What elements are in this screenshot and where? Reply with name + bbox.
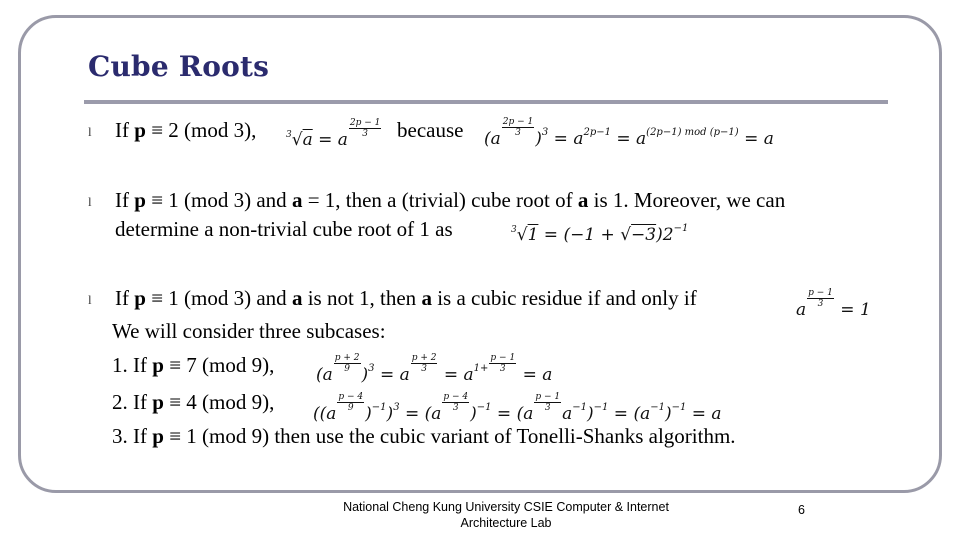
b1-equation-1: $^3$√a = a $\frac{2p - 1}{3}$ — [286, 118, 381, 150]
b2-pre: If — [115, 188, 135, 212]
b2-a: a — [291, 188, 303, 212]
bullet-1-text — [115, 118, 256, 142]
page-number: 6 — [798, 503, 805, 517]
b3-pre: If — [115, 286, 135, 310]
bullet-marker-1: l — [88, 124, 92, 139]
c1-post: ≡ 7 (mod 9), — [163, 353, 275, 377]
b1-p: p — [134, 118, 146, 142]
b3-mid: ≡ 1 (mod 3) and — [145, 286, 292, 310]
b3-case-1 — [112, 353, 274, 377]
c3-post: ≡ 1 (mod 9) then use the cubic variant of Tonelli-Shanks algorithm. — [163, 424, 736, 448]
title-rule — [84, 100, 888, 104]
b3-subcases-intro: We will consider three subcases: — [112, 319, 386, 343]
c1-equation: (a $\frac{p + 2}{9}$ )$^3$ = a $\frac{p + 2}{3}$ = $a^{1+}$ $\frac{p - 1}{3}$ = a — [316, 353, 553, 385]
b2-mid: ≡ 1 (mod 3) and — [145, 188, 292, 212]
footer-text — [318, 499, 694, 531]
b1-because: because — [397, 118, 464, 142]
b1-post: ≡ 2 (mod 3), — [145, 118, 257, 142]
c2-pre: 2. If — [112, 390, 153, 414]
b3-a2: a — [421, 286, 432, 310]
c3-pre: 3. If — [112, 424, 153, 448]
bullet-2-line-1 — [115, 188, 785, 212]
c2-post: ≡ 4 (mod 9), — [163, 390, 275, 414]
c1-pre: 1. If — [112, 353, 153, 377]
b3-case-2 — [112, 390, 274, 414]
footer-line-2: Architecture Lab — [460, 516, 552, 530]
b3-mid2: is not 1, then — [302, 286, 422, 310]
c2-p: p — [152, 390, 164, 414]
b2-mid2: = 1, then a (trivial) cube root of — [302, 188, 578, 212]
b3-p: p — [134, 286, 146, 310]
b2-post: is 1. Moreover, we can — [588, 188, 786, 212]
b2-equation: $^3√1 = (-1 + √-3)2^{-1}$ — [511, 223, 689, 245]
c3-p: p — [152, 424, 164, 448]
bullet-marker-3: l — [88, 292, 92, 307]
bullet-3-line-1 — [115, 286, 697, 310]
b2-a2: a — [577, 188, 589, 212]
b3-residue-equation: a $\frac{p - 1}{3}$ = 1 — [796, 288, 871, 320]
c1-p: p — [152, 353, 164, 377]
bullet-marker-2: l — [88, 194, 92, 209]
b1-equation-2: (a $\frac{2p - 1}{3}$ )$^3 = a^{2p-1} = a^{(2p-1) mod (p-1)} = a$ — [484, 117, 774, 149]
footer-line-1: National Cheng Kung University CSIE Computer & Internet — [343, 500, 669, 514]
b2-p: p — [134, 188, 146, 212]
slide-title: Cube Roots — [88, 50, 270, 83]
b3-a: a — [291, 286, 303, 310]
c2-equation: ((a $\frac{p - 4}{9}$ )$^{-1}$)$^3$ = (a $\frac{p - 4}{3}$ )$^{-1}$ = (a $\frac{p - 1}{3}$ $a^{-1})^{-1} = (a^{-1})^{-1} = a$ — [313, 392, 722, 424]
b3-case-3 — [112, 424, 736, 448]
b1-pre: If — [115, 118, 135, 142]
bullet-2-line-2: determine a non-trivial cube root of 1 as — [115, 217, 453, 241]
b3-post: is a cubic residue if and only if — [431, 286, 697, 310]
